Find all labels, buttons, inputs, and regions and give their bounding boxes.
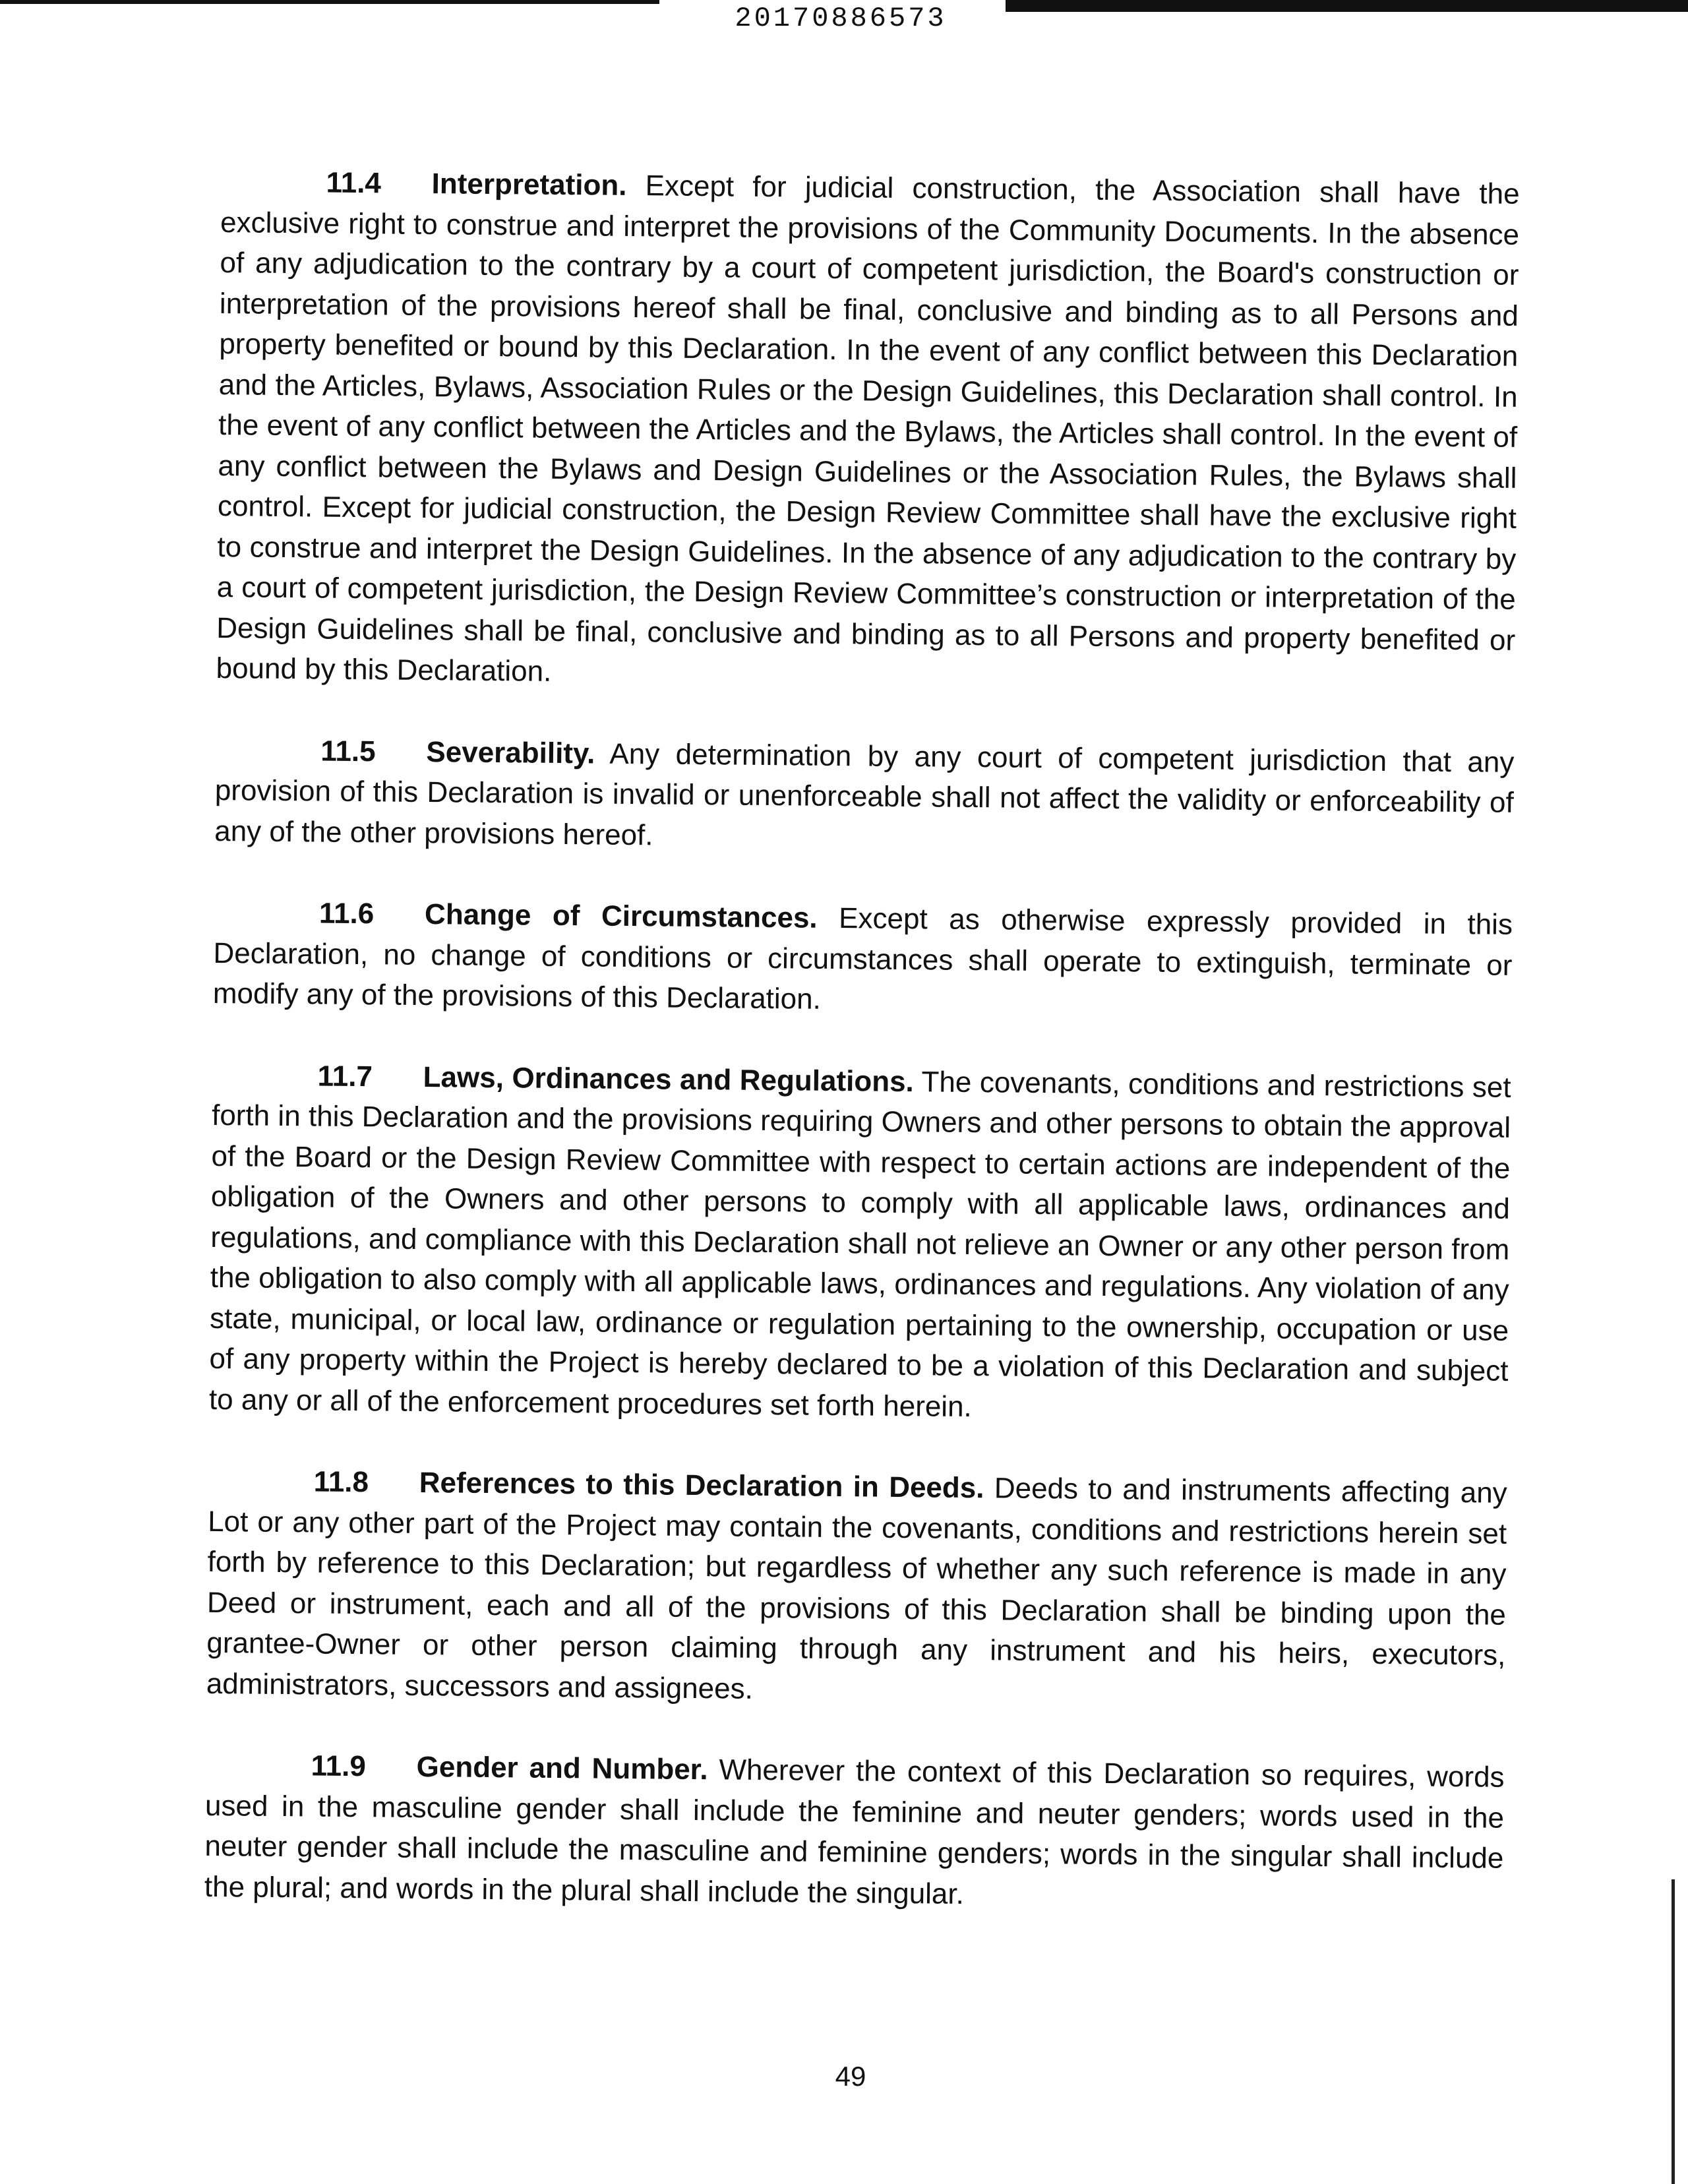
page-number: 49 — [835, 2061, 866, 2092]
section-text: Except for judicial construction, the Association shall have the exclusive right to construe and interpret the provisions of the Community Documents. In the absence of any adjudication to the contrary by a court of competent jurisdiction, the Board's construction or interpretation of the provisions hereof shall be final, conclusive and binding as to all Persons and property benefited or bound by this Declaration. In the event of any conflict between this Declaration and the Articles, Bylaws, Association Rules or the Design Guidelines, this Declaration shall control. In the event of any conflict between the Articles and the Bylaws, the Articles shall control. In the event of any conflict between the Bylaws and Design Guidelines or the Association Rules, the Bylaws shall control. Except for judicial construction, the Design Review Committee shall have the exclusive right to construe and interpret the Design Guidelines. In the absence of any adjudication to the contrary by a court of competent jurisdiction, the Design Review Committee’s construction or interpretation of the Design Guidelines shall be final, conclusive and binding as to all Persons and property benefited or bound by this Declaration. — [216, 169, 1520, 688]
document-number: 20170886573 — [735, 3, 947, 34]
section-number: 11.6 — [318, 897, 375, 930]
section-heading: Interpretation. — [431, 167, 627, 202]
scan-edge-line-right — [1672, 1879, 1675, 2184]
section-11-9 — [204, 1745, 1505, 1920]
section-heading: References to this Declaration in Deeds. — [419, 1466, 984, 1505]
scan-edge-bar-left — [0, 0, 659, 4]
section-11-7 — [209, 1054, 1511, 1432]
section-text: Wherever the context of this Declaration so requires, words used in the masculine gender shall include the feminine and neuter genders; words used in the neuter gender shall include the masculine and feminine genders; words in the singular shall include the plural; and words in the plural shall include the singular. — [204, 1753, 1505, 1910]
section-number: 11.4 — [326, 166, 382, 200]
section-11-5 — [214, 729, 1515, 863]
section-number: 11.8 — [313, 1465, 369, 1499]
section-text: Except as otherwise expressly provided in this Declaration, no change of conditions or circumstances shall operate to extinguish, terminate or modify any of the provisions of this Declaration. — [212, 902, 1513, 1016]
section-11-4 — [216, 162, 1520, 701]
section-text: Any determination by any court of competent jurisdiction that any provision of this Declaration is invalid or unenforceable shall not affect the validity or enforceability of any of the other provisions hereof. — [214, 737, 1515, 851]
section-text: The covenants, conditions and restrictions set forth in this Declaration and the provisions requiring Owners and other persons to obtain the approval of the Board or the Design Review Committee with respect to certain actions are independent of the obligation of the Owners and other persons to comply with all applicable laws, ordinances and regulations, and compliance with this Declaration shall not relieve an Owner or any other person from the obligation to also comply with all applicable laws, ordinances and regulations. Any violation of any state, municipal, or local law, ordinance or regulation pertaining to the ownership, occupation or use of any property within the Project is hereby declared to be a violation of this Declaration and subject to any or all of the enforcement procedures set forth herein. — [208, 1065, 1511, 1423]
section-heading: Severability. — [426, 735, 595, 770]
scan-edge-bar-right — [1006, 0, 1688, 12]
section-number: 11.5 — [320, 734, 376, 768]
section-text: Deeds to and instruments affecting any Lot or any other part of the Project may contain the covenants, conditions and restrictions herein set forth by reference to this Declaration; but regardless of whether any such reference is made in any Deed or instrument, each and all of the provisions of this Declaration shall be binding upon the grantee-Owner or other person claiming through any instrument and his heirs, executors, administrators, successors and assignees. — [206, 1472, 1507, 1705]
section-11-6 — [213, 892, 1513, 1026]
section-11-8 — [206, 1461, 1507, 1716]
section-heading: Laws, Ordinances and Regulations. — [423, 1060, 915, 1098]
page-body — [204, 162, 1520, 1960]
section-heading: Gender and Number. — [416, 1750, 708, 1786]
section-heading: Change of Circumstances. — [424, 898, 818, 934]
section-number: 11.7 — [317, 1059, 373, 1093]
section-number: 11.9 — [311, 1749, 367, 1783]
